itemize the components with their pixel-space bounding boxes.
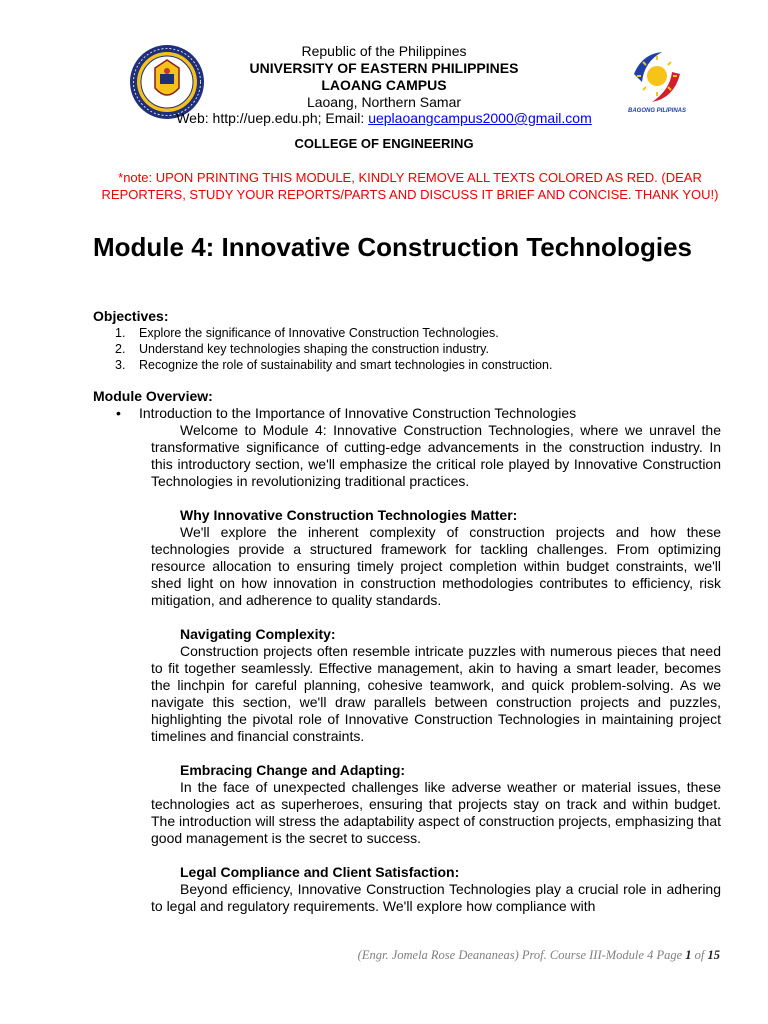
header-location: Laoang, Northern Samar (306, 94, 462, 110)
header-republic: Republic of the Philippines (301, 43, 467, 59)
header-web-email (150, 110, 618, 127)
footer-page-total: 15 (707, 948, 720, 962)
footer-of: of (691, 948, 708, 962)
footer-page-number: 1 (685, 948, 692, 962)
bagong-pilipinas-logo-icon (622, 44, 692, 116)
logo-right-text: BAGONG PILIPINAS (627, 108, 687, 114)
objective-item: 1. Explore the significance of Innovative Construction Technologies. (115, 326, 499, 340)
section-heading: Navigating Complexity: (180, 626, 336, 642)
objectives-list (93, 325, 733, 373)
overview-heading: Module Overview: (93, 388, 213, 404)
section-paragraph: Beyond efficiency, Innovative Construction Technologies play a crucial role in adhering to legal and regulatory requirements. We'll explore how compliance with (151, 881, 721, 914)
web-label: Web: http://uep.edu.ph; Email: (176, 110, 369, 126)
red-note: *note: UPON PRINTING THIS MODULE, KINDLY REMOVE ALL TEXTS COLORED AS RED. (DEAR REPORTERS, STUDY YOUR REPORTS/PARTS AND DISCUSS IT BRIEF AND CONCISE. THANK YOU!) (101, 170, 719, 202)
bullet-icon: • (116, 405, 121, 421)
section-heading: Why Innovative Construction Technologies Matter: (180, 507, 518, 523)
footer-author: (Engr. Jomela Rose Deananeas) Prof. Course III-Module 4 Page (357, 948, 686, 962)
bullet-text: Introduction to the Importance of Innovative Construction Technologies (139, 405, 577, 421)
section-heading: Embracing Change and Adapting: (180, 762, 406, 778)
section-paragraph: We'll explore the inherent complexity of construction projects and how these technologies provide a structured framework for tackling challenges. From optimizing resource allocation to ensuring timely project completion within budget constraints, we'll shed light on how innovation in construction methodologies contributes to efficiency, risk mitigation, and adherence to quality standards. (151, 524, 721, 608)
section-heading: Legal Compliance and Client Satisfaction: (180, 864, 460, 880)
section-paragraph: Construction projects often resemble intricate puzzles with numerous pieces that need to fit together seamlessly. Effective management, akin to having a smart leader, becomes the linchpin for careful planning, cohesive teamwork, and quick problem-solving. As we navigate this section, we'll draw parallels between construction projects and puzzles, highlighting the pivotal role of Innovative Construction Technologies in maintaining project timelines and financial constraints. (151, 643, 721, 744)
section-paragraph: In the face of unexpected challenges like adverse weather or material issues, these technologies act as superheroes, ensuring that projects stay on track and within budget. The introduction will stress the adaptability aspect of construction projects, emphasizing that good management is the secret to success. (151, 779, 721, 846)
email-link[interactable]: ueplaoangcampus2000@gmail.com (368, 110, 592, 126)
objectives-heading: Objectives: (93, 308, 169, 324)
college-name: COLLEGE OF ENGINEERING (294, 136, 474, 151)
header-campus: LAOANG CAMPUS (321, 77, 447, 93)
header-university: UNIVERSITY OF EASTERN PHILIPPINES (249, 60, 519, 76)
module-title: Module 4: Innovative Construction Technologies (93, 232, 693, 262)
intro-paragraph: Welcome to Module 4: Innovative Construction Technologies, where we unravel the transformative significance of cutting-edge advancements in the construction industry. In this introductory section, we'll emphasize the critical role played by Innovative Construction Technologies in revolutionizing traditional practices. (151, 422, 721, 489)
objective-item: 2. Understand key technologies shaping the construction industry. (115, 342, 489, 356)
objective-item: 3. Recognize the role of sustainability and smart technologies in construction. (115, 358, 553, 372)
page-footer (358, 948, 720, 963)
overview-body (151, 422, 721, 915)
